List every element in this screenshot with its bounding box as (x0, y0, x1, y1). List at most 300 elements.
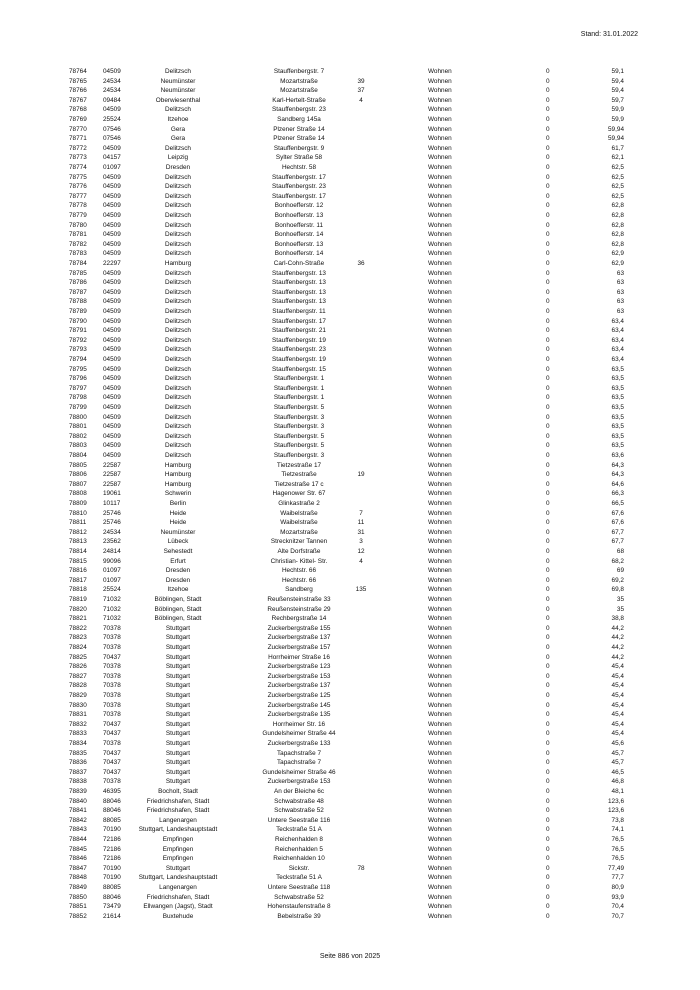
cell-city: Stuttgart (165, 768, 191, 776)
table-row (0, 317, 700, 327)
cell-id: 78817 (69, 576, 87, 584)
cell-street: Hagenower Str. 67 (272, 490, 326, 498)
cell-zero: 0 (546, 77, 550, 85)
cell-city: Stuttgart (165, 663, 191, 671)
cell-id: 78803 (69, 442, 87, 450)
table-row (0, 681, 700, 691)
cell-plz: 46395 (103, 788, 121, 795)
cell-plz: 70378 (103, 644, 121, 651)
cell-plz: 24534 (103, 77, 121, 85)
cell-id: 78802 (69, 432, 87, 440)
cell-value: 59,9 (611, 106, 624, 114)
cell-usage: Wohnen (428, 740, 452, 747)
cell-street: Bonhoefferstr. 13 (274, 240, 324, 248)
cell-street: Carl-Cohn-Straße (273, 260, 325, 267)
cell-street: Hechtstr. 66 (281, 576, 317, 584)
cell-city: Delitzsch (165, 221, 191, 229)
cell-value: 63 (616, 288, 624, 296)
cell-usage: Wohnen (428, 480, 452, 488)
cell-street: Zuckerbergstraße 137 (267, 682, 331, 690)
cell-usage: Wohnen (428, 432, 452, 440)
cell-plz: 04509 (103, 375, 121, 383)
cell-value: 67,6 (611, 519, 624, 527)
cell-usage: Wohnen (428, 788, 452, 795)
cell-zero: 0 (546, 116, 550, 123)
cell-id: 78819 (69, 596, 87, 603)
cell-id: 78807 (69, 480, 87, 488)
table-row (0, 211, 700, 221)
cell-value: 45,4 (611, 692, 624, 699)
cell-id: 78812 (69, 528, 87, 536)
cell-plz: 04509 (103, 423, 121, 431)
cell-zero: 0 (546, 212, 550, 219)
cell-id: 78828 (69, 682, 87, 690)
cell-plz: 70437 (103, 720, 121, 728)
cell-street: Rechbergstraße 14 (271, 615, 327, 623)
cell-id: 78778 (69, 202, 87, 210)
cell-zero: 0 (546, 480, 550, 488)
cell-value: 63,6 (611, 452, 624, 459)
cell-street: Zuckerbergstraße 153 (267, 672, 331, 680)
table-row (0, 537, 700, 547)
cell-value: 61,7 (611, 144, 624, 152)
table-row (0, 182, 700, 192)
cell-street: Zuckerbergstraße 145 (267, 701, 331, 709)
cell-usage: Wohnen (428, 519, 452, 527)
cell-usage: Wohnen (428, 336, 452, 344)
cell-city: Empfingen (162, 855, 194, 863)
cell-value: 45,4 (611, 701, 624, 709)
cell-street: Plzener Straße 14 (273, 125, 325, 133)
cell-street: Stauffenbergstr. 3 (273, 423, 325, 431)
cell-usage: Wohnen (428, 87, 452, 95)
cell-street: Stauffenbergstr. 11 (272, 308, 326, 315)
cell-plz: 72186 (103, 836, 121, 843)
cell-usage: Wohnen (428, 720, 452, 728)
cell-house-number: 19 (357, 471, 365, 479)
cell-house-number: 36 (357, 260, 365, 267)
cell-city: Stuttgart (165, 701, 191, 709)
cell-usage: Wohnen (428, 202, 452, 210)
cell-value: 64,3 (611, 461, 624, 469)
cell-id: 78806 (69, 471, 87, 479)
cell-id: 78784 (69, 260, 87, 267)
cell-city: Lübeck (167, 538, 189, 546)
cell-plz: 25524 (103, 116, 121, 123)
cell-street: Karl-Hertelt-Straße (272, 96, 326, 104)
cell-usage: Wohnen (428, 452, 452, 459)
cell-street: Tapachstraße 7 (276, 759, 322, 767)
cell-street: Stauffenbergstr. 5 (273, 442, 325, 450)
cell-zero: 0 (546, 154, 550, 162)
cell-city: Bocholt, Stadt (158, 788, 198, 795)
cell-value: 123,6 (608, 807, 624, 815)
cell-city: Friedrichshafen, Stadt (146, 807, 210, 815)
cell-plz: 04509 (103, 432, 121, 440)
cell-street: Mozartstraße (280, 528, 318, 536)
cell-usage: Wohnen (428, 500, 452, 507)
cell-plz: 24534 (103, 528, 121, 536)
cell-city: Heide (169, 509, 187, 517)
cell-zero: 0 (546, 490, 550, 498)
cell-city: Stuttgart (165, 682, 191, 690)
cell-id: 78798 (69, 394, 87, 402)
cell-street: Zuckerbergstraße 123 (267, 663, 331, 671)
cell-usage: Wohnen (428, 826, 452, 834)
table-row (0, 297, 700, 307)
cell-value: 38,8 (611, 615, 624, 623)
cell-city: Stuttgart (165, 672, 191, 680)
cell-zero: 0 (546, 682, 550, 690)
cell-id: 78767 (69, 96, 87, 104)
cell-street: Stauffenbergstr. 5 (273, 432, 325, 440)
cell-id: 78852 (69, 912, 87, 920)
cell-zero: 0 (546, 288, 550, 296)
cell-usage: Wohnen (428, 240, 452, 248)
table-row (0, 691, 700, 701)
cell-street: Strecknitzer Tannen (270, 538, 328, 546)
cell-usage: Wohnen (428, 557, 452, 565)
cell-zero: 0 (546, 711, 550, 719)
cell-id: 78774 (69, 164, 87, 171)
cell-value: 62,8 (611, 202, 624, 210)
cell-id: 78788 (69, 298, 87, 306)
cell-street: Waibelstraße (280, 509, 318, 517)
cell-zero: 0 (546, 884, 550, 891)
cell-plz: 19061 (103, 490, 121, 498)
cell-zero: 0 (546, 298, 550, 306)
cell-value: 123,6 (608, 797, 624, 805)
cell-id: 78771 (69, 135, 87, 143)
cell-zero: 0 (546, 394, 550, 402)
cell-zero: 0 (546, 528, 550, 536)
cell-zero: 0 (546, 730, 550, 738)
cell-id: 78780 (69, 221, 87, 229)
cell-city: Dresden (165, 567, 191, 575)
cell-street: Stauffenbergstr. 21 (272, 327, 326, 335)
table-row (0, 768, 700, 778)
cell-value: 62,5 (611, 192, 624, 200)
cell-plz: 70378 (103, 692, 121, 699)
cell-id: 78820 (69, 605, 87, 613)
cell-city: Delitzsch (165, 394, 191, 402)
cell-value: 62,1 (611, 154, 624, 162)
cell-city: Stuttgart (165, 653, 191, 661)
cell-zero: 0 (546, 807, 550, 815)
cell-street: Stauffenbergstr. 13 (272, 269, 326, 277)
cell-plz: 04509 (103, 144, 121, 152)
table-row (0, 864, 700, 874)
cell-zero: 0 (546, 538, 550, 546)
cell-street: Zuckerbergstraße 137 (267, 634, 331, 642)
cell-zero: 0 (546, 423, 550, 431)
cell-usage: Wohnen (428, 778, 452, 786)
cell-zero: 0 (546, 778, 550, 786)
cell-id: 78792 (69, 336, 87, 344)
table-row (0, 825, 700, 835)
table-row (0, 845, 700, 855)
cell-value: 73,8 (611, 816, 624, 824)
cell-plz: 04509 (103, 384, 121, 392)
cell-plz: 04509 (103, 288, 121, 296)
cell-value: 62,8 (611, 231, 624, 239)
cell-zero: 0 (546, 701, 550, 709)
cell-value: 62,9 (611, 250, 624, 258)
cell-value: 45,4 (611, 672, 624, 680)
cell-city: Delitzsch (165, 106, 191, 114)
cell-zero: 0 (546, 692, 550, 699)
cell-street: Waibelstraße (280, 519, 318, 527)
cell-value: 62,8 (611, 240, 624, 248)
cell-plz: 70378 (103, 740, 121, 747)
cell-plz: 04509 (103, 308, 121, 315)
cell-plz: 70437 (103, 749, 121, 757)
cell-street: Stauffenbergstr. 1 (273, 394, 325, 402)
cell-id: 78826 (69, 663, 87, 671)
cell-plz: 04509 (103, 240, 121, 248)
table-row (0, 105, 700, 115)
cell-value: 68 (616, 548, 624, 555)
cell-city: Delitzsch (165, 183, 191, 191)
cell-usage: Wohnen (428, 605, 452, 613)
cell-zero: 0 (546, 144, 550, 152)
cell-plz: 72186 (103, 855, 121, 863)
cell-value: 63,5 (611, 413, 624, 421)
cell-city: Langenargen (159, 884, 197, 891)
cell-usage: Wohnen (428, 836, 452, 843)
cell-value: 63,5 (611, 365, 624, 373)
cell-id: 78783 (69, 250, 87, 258)
cell-usage: Wohnen (428, 327, 452, 335)
cell-id: 78808 (69, 490, 87, 498)
table-row (0, 230, 700, 240)
table-row (0, 403, 700, 413)
cell-zero: 0 (546, 663, 550, 671)
cell-house-number: 7 (359, 509, 363, 517)
cell-id: 78843 (69, 826, 87, 834)
cell-house-number: 11 (357, 519, 365, 527)
cell-city: Stuttgart, Landeshauptstadt (138, 874, 218, 882)
cell-street: Gundelsheimer Straße 44 (262, 730, 336, 738)
cell-plz: 88085 (103, 816, 121, 824)
cell-plz: 88085 (103, 884, 121, 891)
cell-usage: Wohnen (428, 77, 452, 85)
cell-usage: Wohnen (428, 596, 452, 603)
cell-usage: Wohnen (428, 701, 452, 709)
cell-zero: 0 (546, 375, 550, 383)
cell-usage: Wohnen (428, 682, 452, 690)
table-row (0, 777, 700, 787)
cell-id: 78797 (69, 384, 87, 392)
cell-street: Zuckerbergstraße 135 (267, 711, 331, 719)
cell-zero: 0 (546, 452, 550, 459)
cell-zero: 0 (546, 567, 550, 575)
cell-street: Alte Dorfstraße (277, 548, 321, 555)
cell-id: 78781 (69, 231, 87, 239)
table-row (0, 201, 700, 211)
cell-usage: Wohnen (428, 893, 452, 901)
cell-value: 46,8 (611, 778, 624, 786)
cell-value: 45,7 (611, 759, 624, 767)
cell-value: 93,9 (611, 893, 624, 901)
cell-city: Leipzig (167, 154, 189, 162)
cell-city: Hamburg (164, 461, 192, 469)
cell-id: 78834 (69, 740, 87, 747)
cell-city: Delitzsch (165, 308, 191, 315)
cell-city: Dresden (165, 164, 191, 171)
cell-value: 67,7 (611, 538, 624, 546)
cell-value: 62,5 (611, 164, 624, 171)
cell-plz: 70378 (103, 778, 121, 786)
cell-zero: 0 (546, 442, 550, 450)
cell-city: Delitzsch (165, 212, 191, 219)
cell-usage: Wohnen (428, 730, 452, 738)
cell-city: Delitzsch (165, 279, 191, 287)
cell-zero: 0 (546, 125, 550, 133)
cell-usage: Wohnen (428, 586, 452, 594)
cell-id: 78844 (69, 836, 87, 843)
cell-city: Hamburg (164, 260, 192, 267)
cell-plz: 04509 (103, 250, 121, 258)
cell-zero: 0 (546, 855, 550, 863)
cell-usage: Wohnen (428, 96, 452, 104)
cell-plz: 04509 (103, 192, 121, 200)
cell-value: 63,5 (611, 442, 624, 450)
cell-city: Delitzsch (165, 432, 191, 440)
cell-city: Stuttgart (165, 711, 191, 719)
cell-city: Delitzsch (165, 413, 191, 421)
cell-zero: 0 (546, 173, 550, 181)
table-row (0, 489, 700, 499)
cell-value: 63,5 (611, 384, 624, 392)
cell-usage: Wohnen (428, 423, 452, 431)
cell-zero: 0 (546, 797, 550, 805)
cell-zero: 0 (546, 740, 550, 747)
cell-id: 78813 (69, 538, 87, 546)
cell-id: 78833 (69, 730, 87, 738)
cell-usage: Wohnen (428, 807, 452, 815)
cell-street: Glinkastraße 2 (278, 500, 320, 507)
cell-id: 78837 (69, 768, 87, 776)
cell-id: 78805 (69, 461, 87, 469)
cell-plz: 04509 (103, 442, 121, 450)
cell-plz: 04509 (103, 404, 121, 411)
cell-value: 64,3 (611, 471, 624, 479)
cell-plz: 71032 (103, 596, 121, 603)
cell-value: 59,1 (611, 68, 624, 75)
cell-street: Stauffenbergstr. 17 (272, 192, 326, 200)
cell-value: 59,4 (611, 87, 624, 95)
table-row (0, 336, 700, 346)
table-row (0, 854, 700, 864)
cell-street: Hechtstr. 66 (281, 567, 317, 575)
cell-street: Stauffenbergstr. 3 (273, 413, 325, 421)
cell-city: Neumünster (160, 528, 196, 536)
cell-id: 78822 (69, 624, 87, 632)
cell-zero: 0 (546, 519, 550, 527)
cell-usage: Wohnen (428, 884, 452, 891)
cell-zero: 0 (546, 183, 550, 191)
table-row (0, 374, 700, 384)
cell-id: 78824 (69, 644, 87, 651)
cell-street: Bebelstraße 39 (277, 912, 321, 920)
table-row (0, 797, 700, 807)
stand-date: Stand: 31.01.2022 (580, 31, 638, 38)
table-row (0, 816, 700, 826)
table-row (0, 125, 700, 135)
cell-id: 78790 (69, 317, 87, 325)
cell-usage: Wohnen (428, 269, 452, 277)
cell-city: Ellwangen (Jagst), Stadt (143, 903, 213, 911)
cell-value: 45,7 (611, 749, 624, 757)
cell-street: Mozartstraße (280, 77, 318, 85)
cell-city: Stuttgart (165, 624, 191, 632)
cell-usage: Wohnen (428, 375, 452, 383)
cell-city: Gera (170, 135, 186, 143)
cell-plz: 04509 (103, 68, 121, 75)
cell-plz: 71032 (103, 605, 121, 613)
cell-id: 78794 (69, 356, 87, 363)
cell-usage: Wohnen (428, 212, 452, 219)
cell-city: Stuttgart (165, 740, 191, 747)
cell-id: 78766 (69, 87, 87, 95)
cell-plz: 88046 (103, 797, 121, 805)
cell-city: Heide (169, 519, 187, 527)
cell-zero: 0 (546, 432, 550, 440)
cell-zero: 0 (546, 644, 550, 651)
cell-street: Stauffenbergstr. 3 (273, 452, 325, 459)
cell-city: Erfurt (170, 557, 186, 565)
cell-plz: 04509 (103, 365, 121, 373)
cell-plz: 04509 (103, 106, 121, 114)
cell-usage: Wohnen (428, 538, 452, 546)
cell-usage: Wohnen (428, 164, 452, 171)
cell-street: Stauffenbergstr. 13 (272, 288, 326, 296)
cell-plz: 04509 (103, 183, 121, 191)
cell-zero: 0 (546, 874, 550, 882)
cell-usage: Wohnen (428, 672, 452, 680)
cell-plz: 04509 (103, 269, 121, 277)
cell-id: 78832 (69, 720, 87, 728)
cell-city: Sehestedt (163, 548, 193, 555)
cell-zero: 0 (546, 250, 550, 258)
table-row (0, 653, 700, 663)
cell-zero: 0 (546, 816, 550, 824)
cell-house-number: 3 (359, 538, 363, 546)
cell-street: Zuckerbergstraße 133 (267, 740, 331, 747)
cell-zero: 0 (546, 404, 550, 411)
cell-usage: Wohnen (428, 576, 452, 584)
cell-usage: Wohnen (428, 404, 452, 411)
cell-value: 45,4 (611, 663, 624, 671)
cell-street: Stauffenbergstr. 5 (273, 404, 325, 411)
cell-plz: 70378 (103, 672, 121, 680)
cell-city: Delitzsch (165, 356, 191, 363)
table-row (0, 595, 700, 605)
cell-plz: 07546 (103, 135, 121, 143)
cell-city: Delitzsch (165, 173, 191, 181)
cell-street: Zuckerbergstraße 157 (267, 644, 331, 651)
cell-usage: Wohnen (428, 624, 452, 632)
cell-zero: 0 (546, 788, 550, 795)
cell-city: Oberwiesenthal (155, 96, 201, 104)
cell-usage: Wohnen (428, 548, 452, 555)
table-row (0, 365, 700, 375)
cell-plz: 04509 (103, 413, 121, 421)
table-row (0, 835, 700, 845)
cell-value: 63,4 (611, 336, 624, 344)
cell-zero: 0 (546, 836, 550, 843)
